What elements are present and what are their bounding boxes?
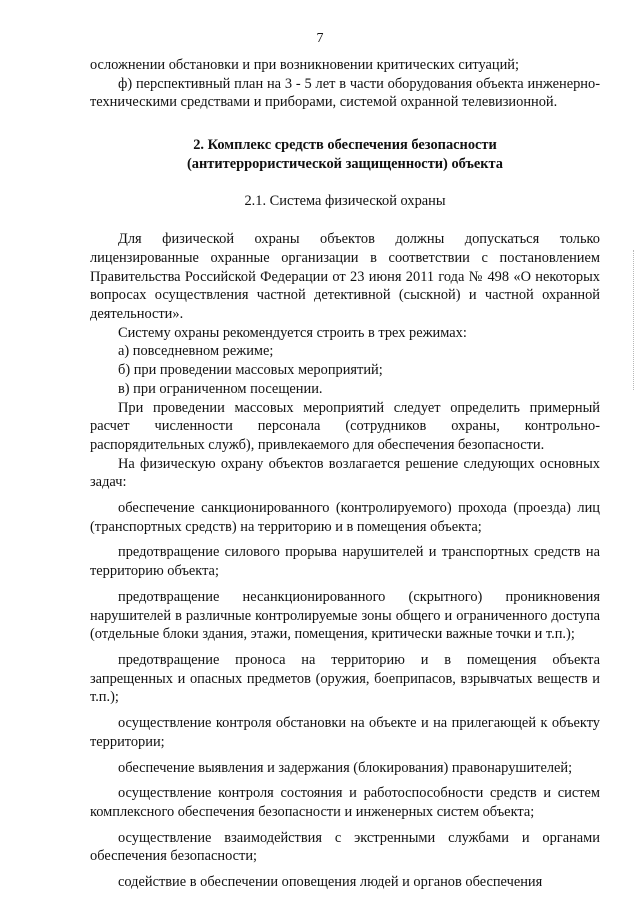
task-item: предотвращение несанкционированного (скрытного) проникновения нарушителей в различные контролируемые зоны общего и ограниченного доступа (отдельные блоки здания, этажи, помещения, критически важные точки и т.п.); (90, 588, 600, 643)
paragraph-item-f: ф) перспективный план на 3 - 5 лет в части оборудования объекта инженерно-техническими средствами и приборами, системой охранной телевизионной. (90, 75, 600, 111)
task-item: осуществление взаимодействия с экстренными службами и органами обеспечения безопасности; (90, 829, 600, 865)
list-item-mode-c: в) при ограниченном посещении. (118, 380, 323, 397)
scan-margin-mark (633, 250, 636, 390)
task-item: предотвращение проноса на территорию и в помещения объекта запрещенных и опасных предметов (оружия, боеприпасов, взрывчатых веществ и т.п.); (90, 651, 600, 706)
paragraph-tasks-intro: На физическую охрану объектов возлагается решение следующих основных задач: (90, 455, 600, 491)
page-content (90, 56, 600, 892)
task-item: обеспечение санкционированного (контролируемого) прохода (проезда) лиц (транспортных средств) на территорию и в помещения объекта; (90, 500, 600, 535)
task-item: предотвращение силового прорыва нарушителей и транспортных средств на территорию объекта; (90, 544, 600, 580)
section-heading (90, 136, 600, 173)
task-item: содействие в обеспечении оповещения людей и органов обеспечения (118, 874, 543, 891)
list-item-mode-b: б) при проведении массовых мероприятий; (118, 362, 383, 379)
list-item-mode-a: а) повседневном режиме; (118, 343, 274, 360)
task-item: осуществление контроля состояния и работоспособности средств и систем комплексного обеспечения безопасности и инженерных систем объекта; (90, 785, 600, 820)
task-item: осуществление контроля обстановки на объекте и на прилегающей к объекту территории; (90, 715, 600, 750)
task-item: обеспечение выявления и задержания (блокирования) правонарушителей; (118, 759, 573, 776)
section-heading-line-1: 2. Комплекс средств обеспечения безопасности (193, 137, 497, 154)
section-heading-line-2: (антитеррористической защищенности) объекта (186, 155, 503, 172)
paragraph-modes-intro: Систему охраны рекомендуется строить в трех режимах: (118, 324, 467, 341)
page-number: 7 (316, 31, 324, 46)
paragraph-continuation: осложнении обстановки и при возникновении критических ситуаций; (90, 57, 520, 73)
paragraph-mass-events: При проведении массовых мероприятий следует определить примерный расчет численности персонала (сотрудников охраны, контрольно-распорядительных служб), привлекаемого для обеспечения безопасности. (90, 399, 600, 453)
subsection-heading: 2.1. Система физической охраны (244, 192, 446, 209)
paragraph-licensing: Для физической охраны объектов должны допускаться только лицензированные охранные организации в соответствии с постановлением Правительства Российской Федерации от 23 июня 2011 года № 498 «О некоторых вопросах осуществления частной детективной (сыскной) и частной охранной деятельности». (90, 231, 600, 323)
